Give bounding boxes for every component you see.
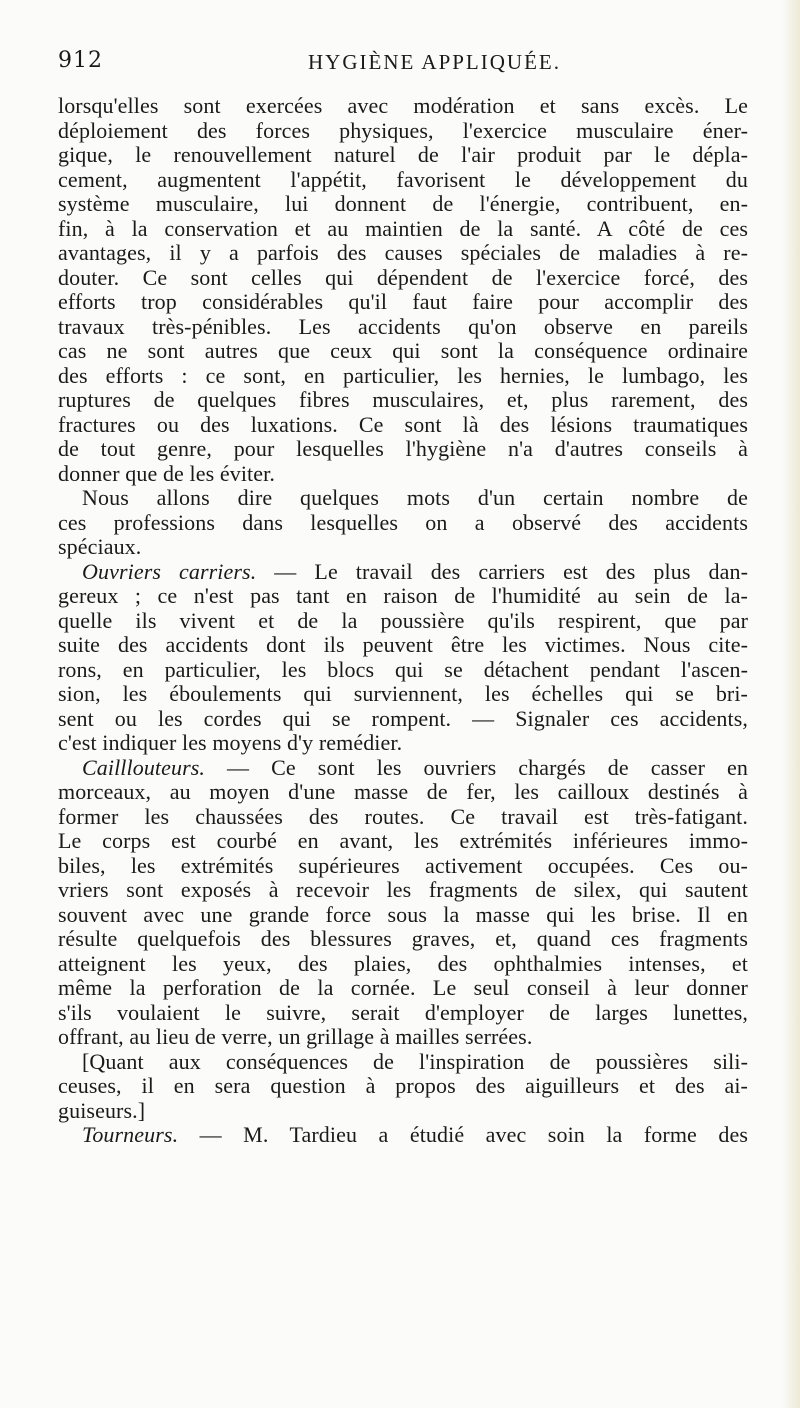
section-heading: Tourneurs. [82,1122,179,1147]
text-line: guiseurs.] [58,1097,146,1123]
line-rest: — Ce sont les ouvriers chargés de casser en [205,754,748,780]
text-line: atteignent les yeux, des plaies, des ophthalmies intenses, et [58,950,748,976]
text-line: [Quant aux conséquences de l'inspiration de poussières sili- [82,1048,748,1074]
text-line: cas ne sont autres que ceux qui sont la conséquence ordinaire [58,338,748,363]
text-line: ces professions dans lesquelles on a observé des accidents [58,509,748,535]
text-line: quelle ils vivent et de la poussière qu'ils respirent, que par [58,607,748,633]
text-line: des efforts : ce sont, en particulier, les hernies, le lumbago, les [58,362,748,388]
text-line: s'ils voulaient le suivre, serait d'employer de larges lunettes, [58,999,748,1025]
text-line: souvent avec une grande force sous la masse qui les brise. Il en [58,901,748,927]
text-line [58,756,748,781]
text-line: ruptures de quelques fibres musculaires, et, plus rarement, des [58,387,748,412]
text-line: fin, à la conservation et au maintien de la santé. A côté de ces [58,215,748,241]
text-line: donner que de les éviter. [58,460,275,486]
text-line: Le corps est courbé en avant, les extrémités inférieures immo- [58,828,748,853]
page-number: 912 [58,48,103,73]
text-line: Nous allons dire quelques mots d'un certain nombre de [82,485,748,510]
text-line: former les chaussées des routes. Ce travail est très-fatigant. [58,803,748,829]
text-line: travaux très-pénibles. Les accidents qu'on observe en pareils [58,313,748,339]
text-line: biles, les extrémités supérieures activement occupées. Ces ou- [58,852,748,878]
text-line: suite des accidents dont ils peuvent être les victimes. Nous cite- [58,632,748,657]
text-line: avantages, il y a parfois des causes spéciales de maladies à re- [58,240,748,265]
page-edge-shading [782,0,800,1408]
text-line: cement, augmentent l'appétit, favorisent le développement du [58,166,748,192]
text-line: gique, le renouvellement naturel de l'air produit par le dépla- [58,142,748,167]
text-line: vriers sont exposés à recevoir les fragments de silex, qui sautent [58,877,748,902]
text-line: résulte quelquefois des blessures graves, et, quand ces fragments [58,926,748,951]
text-line: offrant, au lieu de verre, un grillage à mailles serrées. [58,1024,533,1049]
text-line [58,560,748,585]
text-line: même la perforation de la cornée. Le seul conseil à leur donner [58,975,748,1000]
line-rest: — M. Tardieu a étudié avec soin la forme des [178,1122,748,1147]
section-heading: Ouvriers carriers. [82,558,257,584]
text-line: sent ou les cordes qui se rompent. — Signaler ces accidents, [58,705,748,731]
text-line: douter. Ce sont celles qui dépendent de l'exercice forcé, des [58,264,748,290]
page-header [58,48,748,78]
text-line: gereux ; ce n'est pas tant en raison de l'humidité au sein de la- [58,583,748,608]
text-line: de tout genre, pour lesquelles l'hygiène n'a d'autres conseils à [58,436,748,461]
text-line: sion, les éboulements qui surviennent, les échelles qui se bri- [58,681,748,706]
text-line: efforts trop considérables qu'il faut faire pour accomplir des [58,289,748,314]
text-line: déploiement des forces physiques, l'exercice musculaire éner- [58,117,748,143]
text-line: spéciaux. [58,534,142,559]
text-line: système musculaire, lui donnent de l'énergie, contribuent, en- [58,191,748,216]
text-line: rons, en particulier, les blocs qui se détachent pendant l'ascen- [58,656,748,682]
text-line: ceuses, il en sera question à propos des aiguilleurs et des ai- [58,1073,748,1098]
running-title: HYGIÈNE APPLIQUÉE. [308,50,561,74]
text-line: c'est indiquer les moyens d'y remédier. [58,730,403,755]
line-rest: — Le travail des carriers est des plus dan- [256,558,748,584]
text-line [58,1123,748,1148]
body-text [58,94,748,1148]
text-line: fractures ou des luxations. Ce sont là des lésions traumatiques [58,411,748,437]
text-line: lorsqu'elles sont exercées avec modération et sans excès. Le [58,93,748,118]
section-heading: Cailllouteurs. [82,754,206,780]
text-line: morceaux, au moyen d'une masse de fer, les cailloux destinés à [58,779,748,804]
